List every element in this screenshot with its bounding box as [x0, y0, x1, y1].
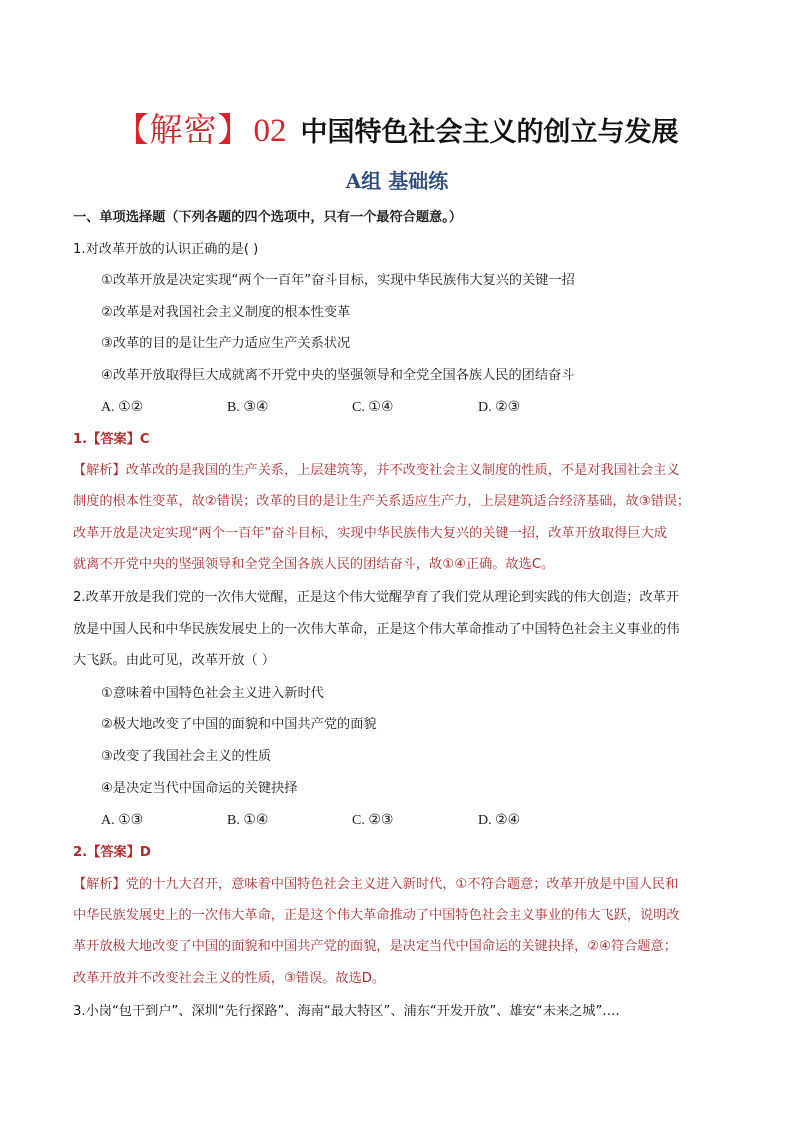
q2-item-4: ④是决定当代中国命运的关键抉择 — [101, 781, 298, 796]
title-bracket: 【解密】 — [115, 110, 252, 149]
q2-analysis-line-1: 【解析】党的十九大召开，意味着中国特色社会主义进入新时代，①不符合题意；改革开放是中国人民和 — [73, 877, 679, 892]
q1-item-4: ④改革开放取得巨大成就离不开党中央的坚强领导和全党全国各族人民的团结奋斗 — [101, 368, 575, 383]
q2-item-2: ②极大地改变了中国的面貌和中国共产党的面貌 — [101, 717, 377, 732]
q1-analysis-line-3: 改革开放是决定实现“两个一百年”奋斗目标，实现中华民族伟大复兴的关键一招，改革开放取得巨大成 — [73, 526, 667, 541]
title-number: 02 — [253, 113, 287, 149]
q2-item-1: ①意味着中国特色社会主义进入新时代 — [101, 686, 324, 701]
q1-item-3: ③改革的目的是让生产力适应生产关系状况 — [101, 336, 351, 351]
q1-stem: 1.对改革开放的认识正确的是( ) — [73, 242, 259, 257]
q2-stem-line-3: 大飞跃。由此可见，改革开放（ ） — [73, 653, 276, 668]
q2-stem-line-2: 放是中国人民和中华民族发展史上的一次伟大革命，正是这个伟大革命推动了中国特色社会主义事业的伟 — [73, 622, 680, 637]
q2-analysis-line-4: 改革开放并不改变社会主义的性质，③错误。故选D。 — [73, 971, 386, 986]
section-heading: 一、单项选择题（下列各题的四个选项中，只有一个最符合题意。） — [73, 210, 463, 225]
q1-answer: 1.【答案】C — [73, 432, 150, 447]
q2-item-3: ③改变了我国社会主义的性质 — [101, 749, 272, 764]
title-text: 中国特色社会主义的创立与发展 — [300, 117, 679, 148]
q1-option-b: B. ③④ — [227, 400, 269, 415]
q1-analysis-line-1: 【解析】改革改的是我国的生产关系，上层建筑等，并不改变社会主义制度的性质，不是对我国社会主义 — [73, 463, 680, 478]
q1-option-a: A. ①② — [101, 400, 144, 415]
q1-option-d: D. ②③ — [478, 400, 521, 415]
q3-stem: 3.小岗“包干到户”、深圳“先行探路”、海南“最大特区”、浦东“开发开放”、雄安“未来之城”…. — [73, 1004, 620, 1019]
q2-analysis-line-3: 革开放极大地改变了中国的面貌和中国共产党的面貌，是决定当代中国命运的关键抉择，②④符合题意； — [73, 939, 677, 954]
q2-answer: 2.【答案】D — [73, 845, 151, 860]
q1-option-c: C. ①④ — [352, 400, 394, 415]
document-title — [0, 104, 794, 151]
q1-item-2: ②改革是对我国社会主义制度的根本性变革 — [101, 305, 351, 320]
q2-option-c: C. ②③ — [352, 813, 394, 828]
q2-stem-line-1: 2.改革开放是我们党的一次伟大觉醒，正是这个伟大觉醒孕育了我们党从理论到实践的伟大创造；改革开 — [73, 590, 680, 605]
q2-option-a: A. ①③ — [101, 813, 144, 828]
q1-analysis-line-2: 制度的根本性变革，故②错误；改革的目的是让生产关系适应生产力，上层建筑适合经济基础，故③错误； — [73, 494, 691, 509]
q1-item-1: ①改革开放是决定实现“两个一百年”奋斗目标，实现中华民族伟大复兴的关键一招 — [101, 273, 575, 288]
q2-option-b: B. ①④ — [227, 813, 269, 828]
q1-analysis-line-4: 就离不开党中央的坚强领导和全党全国各族人民的团结奋斗，故①④正确。故选C。 — [73, 557, 555, 572]
group-subtitle: A组 基础练 — [345, 169, 449, 193]
q2-analysis-line-2: 中华民族发展史上的一次伟大革命，正是这个伟大革命推动了中国特色社会主义事业的伟大飞跃，说明改 — [73, 908, 680, 923]
q2-option-d: D. ②④ — [478, 813, 521, 828]
